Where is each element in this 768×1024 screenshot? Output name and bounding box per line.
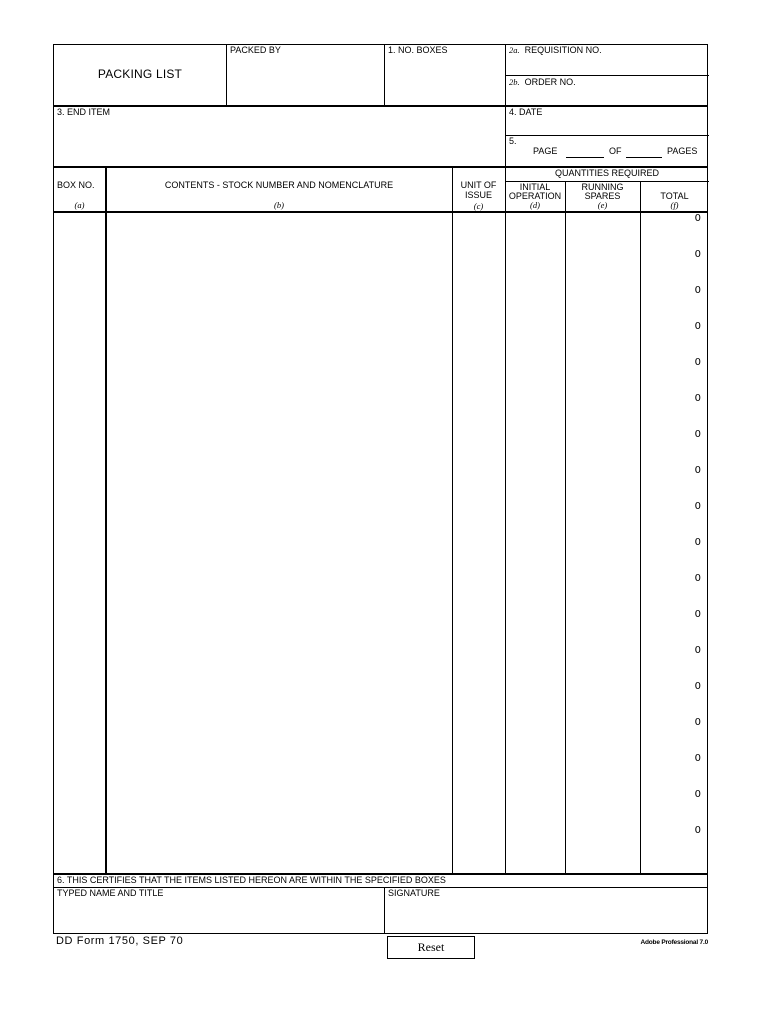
initial-operation-column-field[interactable] xyxy=(506,213,564,872)
page-number-field[interactable] xyxy=(566,157,604,158)
page-count-field[interactable] xyxy=(626,157,662,158)
unit-of-issue-letter: (c) xyxy=(473,201,484,211)
order-no-label xyxy=(509,77,576,87)
total-value[interactable]: 0 xyxy=(694,681,701,692)
total-value[interactable]: 0 xyxy=(694,645,701,656)
requisition-no-text: REQUISITION NO. xyxy=(524,45,602,55)
total-value[interactable]: 0 xyxy=(694,825,701,836)
box-no-letter: (a) xyxy=(74,200,85,210)
total-letter: (f) xyxy=(670,200,679,210)
total-value[interactable]: 0 xyxy=(694,717,701,728)
unit-of-issue-column-field[interactable] xyxy=(453,213,504,872)
total-value[interactable]: 0 xyxy=(694,213,701,224)
signature-field[interactable] xyxy=(385,898,707,932)
running-spares-header-line1: RUNNING xyxy=(581,182,624,192)
quantities-required-header: QUANTITIES REQUIRED xyxy=(554,168,659,178)
total-value[interactable]: 0 xyxy=(694,501,701,512)
total-value[interactable]: 0 xyxy=(694,609,701,620)
contents-header: CONTENTS - STOCK NUMBER AND NOMENCLATURE xyxy=(164,180,394,190)
item5-label: 5. xyxy=(509,136,517,146)
packed-by-label: PACKED BY xyxy=(230,45,281,55)
total-value[interactable]: 0 xyxy=(694,537,701,548)
contents-column-field[interactable] xyxy=(107,213,451,872)
running-spares-header-line2: SPARES xyxy=(584,191,621,201)
running-spares-column-field[interactable] xyxy=(566,213,639,872)
requisition-no-field[interactable] xyxy=(506,55,708,74)
end-item-label: 3. END ITEM xyxy=(57,107,111,117)
unit-of-issue-header-line2: ISSUE xyxy=(464,190,492,200)
total-value[interactable]: 0 xyxy=(694,789,701,800)
producer-note: Adobe Professional 7.0 xyxy=(640,939,708,946)
form-identifier: DD Form 1750, SEP 70 xyxy=(56,935,184,947)
reset-button[interactable]: Reset xyxy=(387,936,475,959)
no-boxes-field[interactable] xyxy=(385,55,504,104)
box-no-header: BOX NO. xyxy=(57,180,95,190)
packing-list-form xyxy=(53,44,708,934)
total-value[interactable]: 0 xyxy=(694,429,701,440)
total-value[interactable]: 0 xyxy=(694,753,701,764)
order-no-field[interactable] xyxy=(506,87,708,104)
total-value[interactable]: 0 xyxy=(694,321,701,332)
no-boxes-label: 1. NO. BOXES xyxy=(388,45,448,55)
date-label: 4. DATE xyxy=(509,107,543,117)
total-value[interactable]: 0 xyxy=(694,465,701,476)
running-spares-letter: (e) xyxy=(597,200,608,210)
total-value[interactable]: 0 xyxy=(694,357,701,368)
total-value[interactable]: 0 xyxy=(694,285,701,296)
date-field[interactable] xyxy=(506,117,708,134)
total-value[interactable]: 0 xyxy=(694,393,701,404)
end-item-field[interactable] xyxy=(55,117,504,165)
typed-name-label: TYPED NAME AND TITLE xyxy=(57,888,164,898)
pages-label: PAGES xyxy=(667,146,698,156)
total-header: TOTAL xyxy=(660,191,689,201)
box-no-column-field[interactable] xyxy=(55,213,104,872)
initial-operation-header-line1: INITIAL xyxy=(519,182,551,192)
of-label: OF xyxy=(609,146,622,156)
order-no-prefix: 2b. xyxy=(509,77,520,87)
page-label: PAGE xyxy=(533,146,558,156)
signature-label: SIGNATURE xyxy=(388,888,440,898)
unit-of-issue-header-line1: UNIT OF xyxy=(460,180,497,190)
order-no-text: ORDER NO. xyxy=(524,77,576,87)
initial-operation-letter: (d) xyxy=(530,200,540,210)
initial-operation-header-line2: OPERATION xyxy=(508,191,562,201)
requisition-no-label xyxy=(509,45,602,55)
total-value[interactable]: 0 xyxy=(694,573,701,584)
typed-name-field[interactable] xyxy=(55,898,383,932)
requisition-no-prefix: 2a. xyxy=(509,45,520,55)
contents-letter: (b) xyxy=(274,200,284,210)
total-value[interactable]: 0 xyxy=(694,249,701,260)
total-column xyxy=(641,213,709,873)
form-title: PACKING LIST xyxy=(97,67,183,81)
certification-statement: 6. THIS CERTIFIES THAT THE ITEMS LISTED HEREON ARE WITHIN THE SPECIFIED BOXES xyxy=(57,875,446,885)
packed-by-field[interactable] xyxy=(227,55,383,104)
